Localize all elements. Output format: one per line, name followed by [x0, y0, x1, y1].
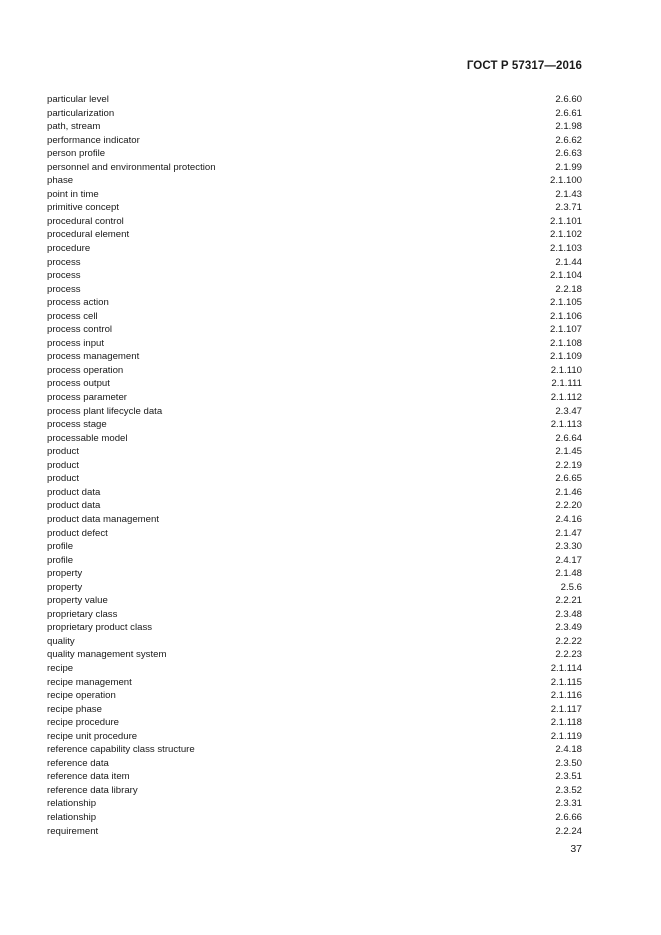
- index-term: property: [47, 581, 83, 593]
- index-reference: 2.1.114: [550, 662, 582, 674]
- index-reference: 2.4.18: [555, 744, 582, 756]
- index-reference: 2.3.47: [555, 405, 582, 417]
- index-term: process: [47, 283, 81, 295]
- index-term: process cell: [47, 310, 98, 322]
- index-entry: [47, 418, 582, 432]
- index-reference: 2.1.115: [550, 676, 582, 688]
- index-term: product: [47, 459, 79, 471]
- index-reference: 2.6.66: [555, 811, 582, 823]
- index-reference: 2.1.110: [550, 364, 582, 376]
- index-entry: [47, 405, 582, 419]
- index-term: product data: [47, 500, 101, 512]
- index-reference: 2.1.104: [549, 270, 582, 282]
- index-entry: [47, 432, 582, 446]
- index-term: phase: [47, 175, 74, 187]
- index-term: reference capability class structure: [47, 744, 195, 756]
- index-reference: 2.1.98: [555, 121, 582, 133]
- index-entry: [47, 594, 582, 608]
- index-term: product defect: [47, 527, 108, 539]
- index-entry: [47, 676, 582, 690]
- index-term: product data management: [47, 513, 160, 525]
- index-term: requirement: [47, 825, 99, 837]
- index-term: process plant lifecycle data: [47, 405, 163, 417]
- index-entry: [47, 161, 582, 175]
- index-term: particularization: [47, 107, 115, 119]
- index-reference: 2.1.45: [555, 446, 582, 458]
- index-term: recipe operation: [47, 690, 116, 702]
- page-number: 37: [570, 843, 582, 855]
- index-reference: 2.1.101: [549, 215, 582, 227]
- index-term: reference data item: [47, 771, 130, 783]
- index-entry: [47, 120, 582, 134]
- term-index-list: [47, 93, 582, 838]
- index-term: process: [47, 270, 81, 282]
- index-entry: [47, 689, 582, 703]
- index-entry: [47, 107, 582, 121]
- index-reference: 2.6.65: [555, 473, 582, 485]
- index-entry: [47, 648, 582, 662]
- index-reference: 2.1.102: [549, 229, 582, 241]
- index-entry: [47, 201, 582, 215]
- index-entry: [47, 269, 582, 283]
- index-entry: [47, 581, 582, 595]
- index-term: product: [47, 473, 79, 485]
- index-term: process output: [47, 378, 110, 390]
- index-term: product data: [47, 486, 101, 498]
- index-term: process: [47, 256, 81, 268]
- index-reference: 2.1.116: [550, 690, 582, 702]
- index-entry: [47, 174, 582, 188]
- index-entry: [47, 797, 582, 811]
- index-entry: [47, 242, 582, 256]
- index-term: property value: [47, 595, 108, 607]
- index-entry: [47, 513, 582, 527]
- index-reference: 2.2.20: [555, 500, 582, 512]
- index-term: reference data: [47, 757, 109, 769]
- index-reference: 2.1.99: [555, 161, 582, 173]
- index-reference: 2.2.18: [555, 283, 582, 295]
- index-entry: [47, 256, 582, 270]
- index-entry: [47, 147, 582, 161]
- index-entry: [47, 527, 582, 541]
- index-entry: [47, 825, 582, 839]
- index-reference: 2.4.17: [555, 554, 582, 566]
- index-term: recipe management: [47, 676, 132, 688]
- index-entry: [47, 730, 582, 744]
- index-term: proprietary product class: [47, 622, 153, 634]
- index-reference: 2.5.6: [560, 581, 582, 593]
- index-reference: 2.6.60: [555, 94, 582, 105]
- index-term: recipe phase: [47, 703, 102, 715]
- index-entry: [47, 540, 582, 554]
- index-reference: 2.2.19: [555, 459, 582, 471]
- index-entry: [47, 445, 582, 459]
- index-entry: [47, 703, 582, 717]
- index-entry: [47, 635, 582, 649]
- index-entry: [47, 716, 582, 730]
- index-reference: 2.2.22: [555, 635, 582, 647]
- index-term: process control: [47, 324, 113, 336]
- index-term: procedure: [47, 243, 91, 255]
- index-entry: [47, 377, 582, 391]
- index-term: procedural control: [47, 215, 124, 227]
- index-reference: 2.3.52: [555, 784, 582, 796]
- index-term: recipe procedure: [47, 717, 119, 729]
- index-term: quality management system: [47, 649, 167, 661]
- index-term: point in time: [47, 188, 99, 200]
- index-reference: 2.1.100: [549, 175, 582, 187]
- index-term: procedural element: [47, 229, 130, 241]
- index-reference: 2.3.51: [555, 771, 582, 783]
- index-entry: [47, 310, 582, 324]
- index-reference: 2.3.31: [555, 798, 582, 810]
- index-reference: 2.3.71: [555, 202, 582, 214]
- index-term: process action: [47, 297, 109, 309]
- index-reference: 2.1.43: [555, 188, 582, 200]
- index-entry: [47, 323, 582, 337]
- index-term: recipe: [47, 662, 74, 674]
- index-reference: 2.1.44: [555, 256, 582, 268]
- index-term: relationship: [47, 811, 97, 823]
- index-reference: 2.1.105: [549, 297, 582, 309]
- index-entry: [47, 391, 582, 405]
- index-term: product: [47, 446, 79, 458]
- index-reference: 2.4.16: [555, 513, 582, 525]
- index-term: performance indicator: [47, 134, 140, 146]
- index-term: proprietary class: [47, 608, 118, 620]
- index-reference: 2.3.50: [555, 757, 582, 769]
- index-entry: [47, 134, 582, 148]
- index-term: process parameter: [47, 392, 127, 404]
- index-entry: [47, 350, 582, 364]
- index-reference: 2.3.30: [555, 541, 582, 553]
- index-entry: [47, 296, 582, 310]
- index-entry: [47, 188, 582, 202]
- index-reference: 2.2.23: [555, 649, 582, 661]
- index-reference: 2.6.62: [555, 134, 582, 146]
- index-entry: [47, 554, 582, 568]
- index-entry: [47, 621, 582, 635]
- index-reference: 2.6.63: [555, 148, 582, 160]
- index-entry: [47, 283, 582, 297]
- index-reference: 2.1.48: [555, 568, 582, 580]
- index-term: reference data library: [47, 784, 138, 796]
- index-entry: [47, 499, 582, 513]
- index-reference: 2.1.118: [550, 717, 582, 729]
- document-header: ГОСТ Р 57317—2016: [466, 60, 582, 72]
- index-entry: [47, 228, 582, 242]
- index-entry: [47, 770, 582, 784]
- index-term: process input: [47, 337, 105, 349]
- index-entry: [47, 757, 582, 771]
- index-term: quality: [47, 635, 75, 647]
- index-reference: 2.1.108: [549, 337, 582, 349]
- index-reference: 2.1.46: [555, 486, 582, 498]
- index-reference: 2.6.61: [555, 107, 582, 119]
- index-reference: 2.1.111: [551, 378, 582, 390]
- index-entry: [47, 93, 582, 107]
- index-reference: 2.1.112: [550, 392, 582, 404]
- index-term: process stage: [47, 419, 107, 431]
- index-entry: [47, 459, 582, 473]
- index-entry: [47, 784, 582, 798]
- index-entry: [47, 608, 582, 622]
- index-entry: [47, 662, 582, 676]
- index-entry: [47, 567, 582, 581]
- index-reference: 2.1.47: [555, 527, 582, 539]
- index-entry: [47, 472, 582, 486]
- index-term: process management: [47, 351, 140, 363]
- index-reference: 2.3.49: [555, 622, 582, 634]
- index-entry: [47, 364, 582, 378]
- index-reference: 2.1.103: [549, 243, 582, 255]
- index-entry: [47, 811, 582, 825]
- index-term: recipe unit procedure: [47, 730, 138, 742]
- index-reference: 2.1.106: [549, 310, 582, 322]
- index-reference: 2.2.21: [555, 595, 582, 607]
- index-reference: 2.1.109: [549, 351, 582, 363]
- index-reference: 2.1.107: [549, 324, 582, 336]
- index-reference: 2.1.117: [550, 703, 582, 715]
- index-entry: [47, 215, 582, 229]
- index-term: primitive concept: [47, 202, 119, 214]
- index-entry: [47, 337, 582, 351]
- index-reference: 2.3.48: [555, 608, 582, 620]
- index-reference: 2.1.113: [550, 419, 582, 431]
- index-reference: 2.2.24: [555, 825, 582, 837]
- index-entry: [47, 743, 582, 757]
- index-term: path, stream: [47, 121, 101, 133]
- index-term: particular level: [47, 94, 109, 105]
- index-reference: 2.1.119: [550, 730, 582, 742]
- index-term: personnel and environmental protection: [47, 161, 216, 173]
- index-term: property: [47, 568, 83, 580]
- index-term: profile: [47, 554, 74, 566]
- index-term: person profile: [47, 148, 106, 160]
- index-term: profile: [47, 541, 74, 553]
- index-term: process operation: [47, 364, 124, 376]
- index-reference: 2.6.64: [555, 432, 582, 444]
- index-term: processable model: [47, 432, 128, 444]
- index-term: relationship: [47, 798, 97, 810]
- index-entry: [47, 486, 582, 500]
